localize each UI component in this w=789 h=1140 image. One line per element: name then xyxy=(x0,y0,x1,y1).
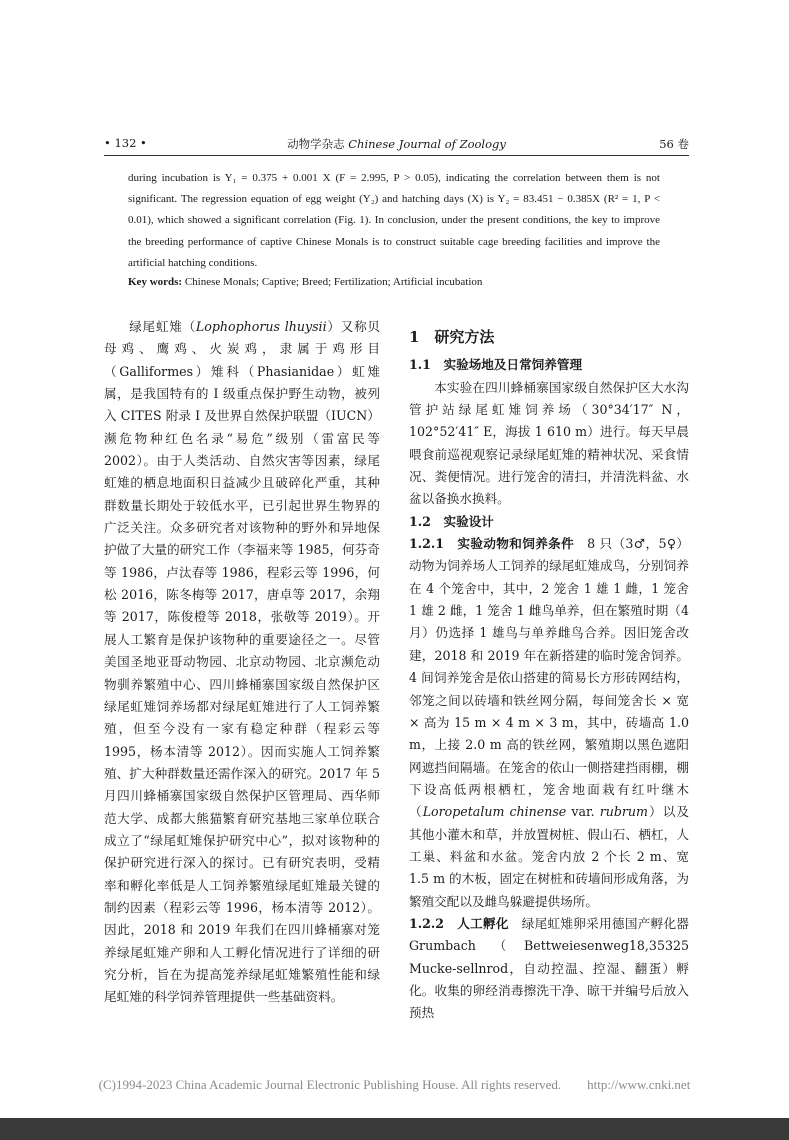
left-column xyxy=(104,316,380,1009)
plant-latin-name: Loropetalum chinense xyxy=(422,804,567,820)
subsection-1-1-title: 1.1 实验场地及日常饲养管理 xyxy=(409,357,583,373)
volume-number: 56 卷 xyxy=(659,137,689,151)
journal-name xyxy=(104,136,689,152)
copyright-notice: (C)1994-2023 China Academic Journal Electronic Publishing House. All rights reserved. http://www.cnki.net xyxy=(98,1077,691,1092)
section-title-methods: 1 研究方法 xyxy=(409,328,495,346)
plant-variety-name: rubrum xyxy=(599,804,648,820)
abstract-text: during incubation is Y₁ = 0.375 + 0.001 X (F = 2.995, P > 0.05), indicating the correlation between them is not significant. The regression equation of egg weight (Y₂) and hatching days (X) is Y₂ = 83.451 − 0.385X (R² = 1, P < 0.01), which showed a significant correlation (Fig. 1). In conclusion, under the present conditions, the key to improve the breeding performance of captive Chinese Monals is to construct suitable cage breeding facilities and improve the artificial hatching conditions. xyxy=(128,172,660,269)
intro-text-a: 绿尾虹雉（ xyxy=(129,319,196,334)
subsection-1-1-text: 本实验在四川蜂桶寨国家级自然保护区大水沟管护站绿尾虹雉饲养场（30°34′17″ N，102°52′41″ E，海拔 1 610 m）进行。每天早晨喂食前巡视观察记录绿尾虹雉的精神状况、采食情况、粪便情况。进行笼舍的清扫，并清洗料盆、水盆以备换水换料。 xyxy=(409,379,689,507)
journal-name-en: Chinese Journal of Zoology xyxy=(348,137,506,151)
subsection-1-2-title: 1.2 实验设计 xyxy=(409,513,494,529)
bottom-bar xyxy=(0,1118,789,1140)
page-number: • 132 • xyxy=(104,136,147,150)
intro-paragraph xyxy=(104,316,380,1009)
keywords-label: Key words: xyxy=(128,276,183,288)
keywords-line xyxy=(128,276,660,288)
abstract-block xyxy=(128,168,660,274)
header-rule xyxy=(104,155,689,156)
subsection-1-2-1-text-a: 8 只（3♂，5♀）动物为饲养场人工饲养的绿尾虹雉成鸟，分别饲养在 4 个笼舍中，其中，2 笼舍 1 雄 1 雌，1 笼舍 1 雄 2 雌，1 笼舍 1 雌鸟单养，但在繁殖时期（4 月）仍选择 1 雄鸟与单养雌鸟合养。因旧笼舍改建，2018 和 2019 年在新搭建的临时笼舍饲养。4 间饲养笼舍是依山搭建的简易长方形砖网结构，邻笼之间以砖墙和铁丝网分隔，每间笼舍长 × 宽 × 高为 15 m × 4 m × 3 m，其中，砖墙高 1.0 m，上接 2.0 m 高的铁丝网，繁殖期以黑色遮阳网遮挡间隔墙。在笼舍的依山一侧搭建挡雨棚，棚下设高低两根栖杠，笼舍地面栽有红叶继木（ xyxy=(409,536,689,820)
journal-name-cn: 动物学杂志 xyxy=(287,137,345,151)
keywords-text: Chinese Monals; Captive; Breed; Fertilization; Artificial incubation xyxy=(184,276,483,288)
subsection-1-2-1-text-c: ）以及其他小灌木和草，并放置树桩、假山石、栖杠，人工巢、料盆和水盆。笼舍内放 2 个长 2 m、宽 1.5 m 的木板，固定在树桩和砖墙间形成角落，为繁殖交配以及雌鸟躲避提供场所。 xyxy=(409,804,690,909)
subsection-1-2-2-text: 绿尾虹雉卵采用德国产孵化器 Grumbach（Bettweiesenweg18,35325 Mucke-sellnrod，自动控温、控湿、翻蛋）孵化。收集的卵经消毒擦洗干净、晾干并编号后放入预热 xyxy=(409,915,690,1021)
subsection-1-2-1-text-b: var. xyxy=(566,804,600,820)
running-header xyxy=(104,136,689,152)
subsection-1-2-2-title: 1.2.2 人工孵化 xyxy=(409,915,509,931)
intro-text-b: ）又称贝母鸡、鹰鸡、火炭鸡，隶属于鸡形目（Galliformes）雉科（Phasianidae）虹雉属，是我国特有的 I 级重点保护野生动物，被列入 CITES 附录 I 及世界自然保护联盟（IUCN）濒危物种红色名录“易危”级别（雷富民等 2002）。由于人类活动、自然灾害等因素，绿尾虹雉的栖息地面积日益减少且破碎化严重，其种群数量长期处于较低水平，已引起世界生物界的广泛关注。众多研究者对该物种的野外和异地保护做了大量的研究工作（李福来等 1985，何芬奇等 1986，卢汰春等 1986，程彩云等 1996，何松 2016，陈冬梅等 2017，唐卓等 2017，余翔等 2017，陈俊橙等 2018，张敬等 2019）。开展人工繁育是保护该物种的重要途径之一。尽管美国圣地亚哥动物园、北京动物园、北京濒危动物驯养繁殖中心、四川蜂桶寨国家级自然保护区绿尾虹雉饲养场都对绿尾虹雉进行了人工饲养繁殖，但至今没有一家有稳定种群（程彩云等 1995，杨本清等 2012）。因而实施人工饲养繁殖、扩大种群数量还需作深入的研究。2017 年 5 月四川蜂桶寨国家级自然保护区管理局、西华师范大学、成都大熊猫繁育研究基地三家单位联合成立了“绿尾虹雉保护研究中心”，拟对该物种的保护研究进行深入的探讨。已有研究表明，受精率和孵化率低是人工饲养繁殖绿尾虹雉最关键的制约因素（程彩云等 1996，杨本清等 2012）。因此，2018 和 2019 年我们在四川蜂桶寨对笼养绿尾虹雉产卵和人工孵化情况进行了详细的研究分析，旨在为提高笼养绿尾虹雉繁殖性能和绿尾虹雉的科学饲养管理提供一些基础资料。 xyxy=(104,319,381,1005)
intro-latin-name: Lophophorus lhuysii xyxy=(195,319,327,334)
subsection-1-2-2-paragraph xyxy=(409,913,689,1025)
subsection-1-2-1-paragraph xyxy=(409,533,689,913)
right-column xyxy=(409,316,689,1025)
subsection-1-2-1-title: 1.2.1 实验动物和饲养条件 xyxy=(409,536,575,552)
